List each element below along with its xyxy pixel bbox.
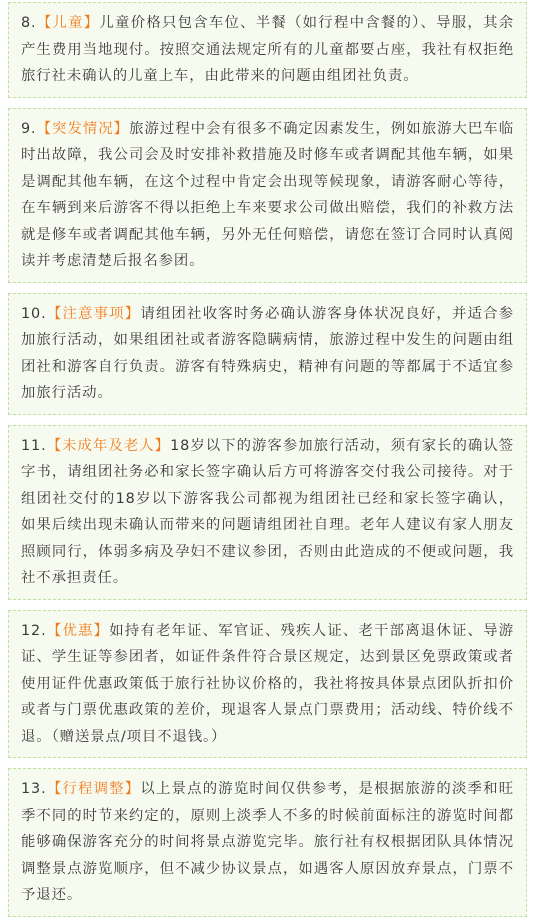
note-tag: 【突发情况】 bbox=[36, 120, 130, 137]
note-card-children bbox=[8, 2, 527, 98]
note-tag: 【优惠】 bbox=[46, 622, 110, 639]
note-tag: 【行程调整】 bbox=[46, 781, 141, 797]
note-number: 12. bbox=[21, 622, 47, 639]
note-paragraph bbox=[21, 618, 514, 751]
note-tag: 【未成年及老人】 bbox=[46, 437, 171, 454]
note-card-attention bbox=[8, 293, 527, 415]
note-number: 13. bbox=[21, 781, 47, 797]
note-paragraph bbox=[21, 433, 514, 592]
note-number: 8. bbox=[21, 15, 37, 31]
note-card-discount bbox=[8, 610, 527, 759]
note-paragraph bbox=[21, 776, 514, 909]
note-number: 9. bbox=[21, 120, 37, 137]
note-text: 请组团社收客时务必确认游客身体状况良好，并适合参加旅行活动，如果组团社或者游客隐瞒病情，旅游过程中发生的问题由组团社和游客自行负责。游客有特殊病史，精神有问题的等都属于不适宜参加旅行活动。 bbox=[21, 305, 515, 401]
note-tag: 【注意事项】 bbox=[46, 305, 141, 322]
note-text: 以上景点的游览时间仅供参考，是根据旅游的淡季和旺季不同的时节来约定的，原则上淡季人不多的时候前面标注的游览时间都能够确保游客充分的时间将景点游览完毕。旅行社有权根据团队具体情况调整景点游览顺序，但不减少协议景点，如遇客人原因放弃景点，门票不予退还。 bbox=[21, 781, 515, 903]
note-number: 11. bbox=[21, 437, 47, 454]
note-text: 如持有老年证、军官证、残疾人证、老干部离退休证、导游证、学生证等参团者，如证件条件符合景区规定，达到景区免票政策或者使用证件优惠政策低于旅行社协议价格的，我社将按具体景点团队折扣价或者与门票优惠政策的差价，现退客人景点门票费用；活动线、特价线不退。（赠送景点/项目不退钱。） bbox=[21, 622, 514, 745]
note-tag: 【儿童】 bbox=[36, 15, 100, 31]
note-card-emergency bbox=[8, 108, 527, 283]
note-text: 18岁以下的游客参加旅行活动，须有家长的确认签字书，请组团社务必和家长签字确认后方可将游客交付我公司接待。对于组团社交付的18岁以下游客我公司都视为组团社已经和家长签字确认，如果后续出现未确认而带来的问题请组团社自理。老年人建议有家人朋友照顾同行，体弱多病及孕妇不建议参团，否则由此造成的不便或问题，我社不承担责任。 bbox=[21, 437, 514, 586]
note-paragraph bbox=[21, 301, 514, 407]
note-paragraph bbox=[21, 10, 514, 90]
note-card-minors-elderly bbox=[8, 425, 527, 600]
note-text: 儿童价格只包含车位、半餐（如行程中含餐的）、导服，其余产生费用当地现付。按照交通法规定所有的儿童都要占座，我社有权拒绝旅行社未确认的儿童上车，由此带来的问题由组团社负责。 bbox=[21, 15, 514, 84]
note-text: 旅游过程中会有很多不确定因素发生，例如旅游大巴车临时出故障，我公司会及时安排补救措施及时修车或者调配其他车辆，如果是调配其他车辆，在这个过程中肯定会出现等候现象，请游客耐心等待，在车辆到来后游客不得以拒绝上车来要求公司做出赔偿，我们的补救方法就是修车或者调配其他车辆，另外无任何赔偿，请您在签订合同时认真阅读并考虑清楚后报名参团。 bbox=[21, 120, 514, 269]
note-paragraph bbox=[21, 116, 514, 275]
note-card-itinerary-adjust bbox=[8, 768, 527, 917]
note-number: 10. bbox=[21, 305, 47, 322]
